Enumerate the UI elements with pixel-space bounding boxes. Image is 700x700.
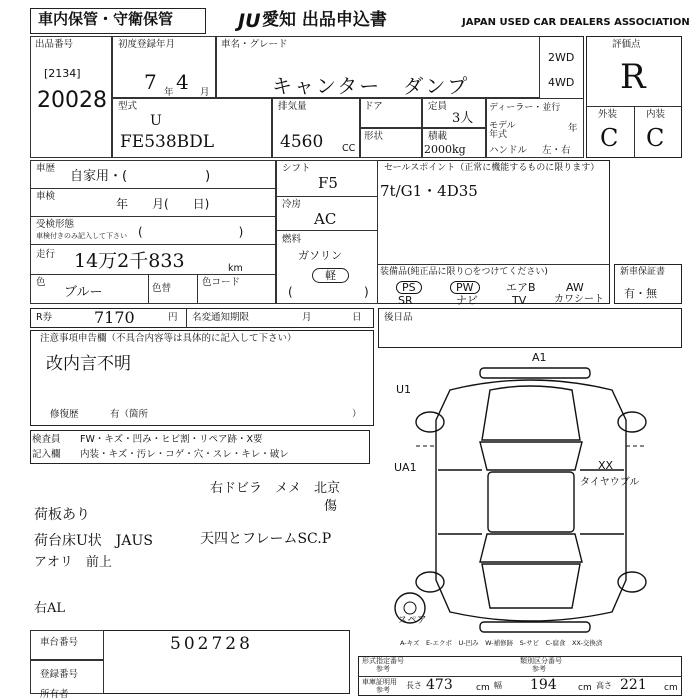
- equip-aw: AW: [566, 281, 584, 294]
- inspector-hw1: 荷板あり: [34, 507, 90, 523]
- spare-label: スペア: [398, 615, 427, 626]
- history-label: 車歴: [36, 163, 56, 174]
- type-num-ref: 参考: [376, 665, 390, 673]
- equip-label: 装備品(純正品に限り○をつけてください): [380, 267, 548, 277]
- cabin-roof: [488, 472, 574, 532]
- color-value: ブルー: [64, 285, 103, 300]
- diagram-a1: A1: [532, 351, 547, 364]
- ac-line: [276, 230, 378, 231]
- selling-value: 7t/G1・4D35: [380, 182, 478, 200]
- inspector-hw-top2: 傷: [324, 499, 338, 514]
- displacement-value: 4560: [280, 132, 324, 152]
- displacement-label: 排気量: [278, 101, 307, 112]
- rear-bumper: [480, 622, 590, 632]
- dealer-label: ディーラー・並行: [489, 103, 561, 113]
- inspector-row1: FW・キズ・凹み・ヒビ割・リペア跡・X要: [80, 434, 263, 445]
- fuel-paren-close: ): [364, 285, 369, 299]
- color-change-label: 色替: [152, 283, 172, 294]
- notes-frame: [30, 330, 374, 426]
- selling-line: [378, 264, 610, 265]
- yen-unit: 円: [168, 312, 178, 323]
- first-reg-year-unit: 年: [164, 87, 174, 98]
- repair-label: 修復歴: [50, 409, 79, 420]
- fender-fr: [618, 412, 646, 432]
- door-label: ドア: [364, 101, 383, 112]
- width-label: 幅: [494, 681, 502, 690]
- drive-2wd: 2WD: [548, 51, 575, 64]
- ac-label: 冷房: [282, 199, 302, 210]
- receive-line: [30, 244, 276, 245]
- fender-rl: [416, 572, 444, 592]
- shaken-label: 車検: [36, 191, 56, 202]
- trunk: [482, 564, 580, 608]
- inspector-hw3: アオリ 前上: [34, 555, 112, 570]
- inspector-hw4: 天四とフレームSC.P: [200, 531, 332, 547]
- shaken-line: [30, 216, 276, 217]
- delivery-label: 後日品: [384, 312, 413, 323]
- eval-label: 評価点: [612, 39, 641, 50]
- eval-score: R: [620, 57, 646, 97]
- height-label: 高さ: [596, 681, 612, 690]
- cert-label: 車庫証明用: [362, 678, 397, 686]
- fuel-light: 軽: [312, 268, 349, 283]
- inspector-row2: 内装・キズ・汚レ・コゲ・穴・スレ・キレ・破レ: [80, 449, 289, 460]
- inspector-label2: 記入欄: [32, 449, 61, 460]
- reg-label: 登録番号: [40, 669, 79, 680]
- receive-label: 受検形態: [36, 219, 75, 230]
- color-label: 色: [36, 277, 46, 288]
- notes-header: 注意事項申告欄（不具合内容等は具体的に記入して下さい）: [40, 333, 297, 344]
- fender-fl: [416, 412, 444, 432]
- handle-label: ハンドル: [489, 145, 528, 156]
- drive-4wd: 4WD: [548, 76, 575, 89]
- cert-ref: 参考: [376, 686, 390, 694]
- equip-seat: カワシート: [554, 294, 604, 305]
- equip-pw: PW: [450, 281, 480, 294]
- fuel-paren-open: (: [288, 285, 293, 299]
- inspector-hw-top: 右ドビラ メメ 北京: [210, 481, 341, 496]
- body-outline: [436, 380, 626, 621]
- interior-grade: C: [646, 124, 665, 152]
- mileage-value: 14万2千833: [74, 250, 185, 272]
- fuel-label: 燃料: [282, 234, 302, 245]
- repair-close: ）: [352, 409, 362, 420]
- diagram-tyre-note: タイヤウブル: [580, 477, 640, 488]
- windshield: [480, 442, 582, 470]
- first-reg-month: 4: [176, 70, 189, 94]
- inspector-hw2: 荷台床U状 JAUS: [34, 533, 153, 549]
- eval-mid: [634, 106, 635, 158]
- receive-value: ( ): [138, 225, 244, 239]
- fuel-value: ガソリン: [298, 249, 342, 262]
- inspector-label1: 検査員: [32, 434, 61, 445]
- width-value: 194: [530, 677, 557, 693]
- front-bumper: [480, 368, 590, 378]
- length-value: 473: [426, 677, 453, 693]
- equip-sr: SR: [398, 294, 413, 307]
- association-name: JAPAN USED CAR DEALERS ASSOCIATION: [462, 17, 690, 28]
- shaken-value: 年 月( 日): [116, 197, 210, 211]
- cc-unit: CC: [342, 143, 356, 154]
- ju-logo: JU: [238, 10, 261, 32]
- class-label: 類別区分番号: [520, 657, 562, 665]
- notes-line1: 改内言不明: [46, 354, 131, 374]
- first-reg-month-unit: 月: [200, 87, 210, 98]
- owner-label: 所有者: [40, 689, 69, 700]
- recycle-divider: [186, 308, 187, 328]
- shape-label: 形状: [364, 131, 384, 142]
- equip-navi: ナビ: [456, 294, 478, 307]
- diagram-xx: XX: [598, 459, 614, 472]
- load-value: 2000kg: [424, 143, 466, 156]
- model-year-unit: 年: [568, 123, 578, 134]
- car-diagram: [380, 350, 682, 650]
- chassis-value: 502728: [170, 634, 253, 654]
- model-code: FE538BDL: [120, 132, 215, 152]
- lot-label: 出品番号: [35, 39, 74, 50]
- load-label: 積載: [428, 131, 448, 142]
- type-num-label: 形式指定番号: [362, 657, 404, 665]
- damage-legend: A-キズ E-エクボ U-凹み W-補修跡 S-サビ C-腐食 XX-交換済: [400, 639, 603, 647]
- r-label: R券: [36, 312, 53, 323]
- height-value: 221: [620, 677, 647, 693]
- height-unit: cm: [664, 683, 678, 693]
- warranty-label: 新車保証書: [620, 267, 666, 277]
- equip-airbag: エアB: [506, 281, 536, 294]
- equip-ps: PS: [396, 281, 422, 294]
- diagram-ua1: UA1: [394, 461, 417, 474]
- inspector-hw5: 右AL: [34, 601, 66, 616]
- class-ref: 参考: [532, 665, 546, 673]
- lot-sub: [2134]: [44, 67, 81, 80]
- color-code-label: 色コード: [202, 277, 241, 288]
- model-label: 型式: [118, 101, 138, 112]
- capacity-label: 定員: [428, 101, 448, 112]
- mileage-label: 走行: [36, 249, 56, 260]
- hood: [482, 386, 580, 440]
- shift-value: F5: [318, 174, 338, 192]
- r-value: 7170: [94, 308, 135, 327]
- selling-label: セールスポイント（正常に機能するものに限ります）: [384, 163, 600, 173]
- width-unit: cm: [578, 683, 592, 693]
- lot-number: 20028: [37, 88, 107, 113]
- capacity-value: 3人: [452, 111, 474, 126]
- chassis-label: 車台番号: [40, 637, 79, 648]
- model-prefix: U: [150, 113, 162, 129]
- diagram-u1: U1: [396, 383, 412, 396]
- fender-rr: [618, 572, 646, 592]
- length-label: 長さ: [406, 681, 422, 690]
- name-change-day: 日: [352, 312, 362, 323]
- equip-tv: TV: [512, 294, 527, 307]
- name-change-month: 月: [302, 312, 312, 323]
- ac-value: AC: [314, 210, 337, 228]
- exterior-label: 外装: [598, 109, 618, 120]
- receive-note: 車検付きのみ記入して下さい: [36, 232, 127, 240]
- carname-value: キャンター ダンプ: [272, 74, 470, 98]
- model-year-label: モデル年式: [489, 121, 516, 140]
- handle-options: 左・右: [542, 145, 571, 156]
- repair-value: 有（箇所: [110, 409, 149, 420]
- storage-label: 車内保管・守衛保管: [38, 10, 174, 28]
- shift-label: シフト: [282, 163, 311, 174]
- warranty-value: 有・無: [624, 287, 657, 300]
- km-unit: km: [228, 263, 243, 274]
- delivery-box: [378, 308, 682, 348]
- rear-window: [480, 534, 582, 562]
- history-line: [30, 188, 276, 189]
- first-reg-label: 初度登録年月: [118, 39, 176, 50]
- form-title: 愛知 出品申込書: [262, 10, 387, 30]
- shift-line: [276, 196, 378, 197]
- name-change-label: 名変通知期限: [192, 312, 250, 323]
- exterior-grade: C: [600, 124, 619, 152]
- first-reg-year: 7: [144, 70, 157, 94]
- history-value: 自家用・( ): [70, 169, 211, 184]
- interior-label: 内装: [646, 109, 666, 120]
- length-unit: cm: [476, 683, 490, 693]
- carname-label: 車名・グレード: [221, 39, 288, 50]
